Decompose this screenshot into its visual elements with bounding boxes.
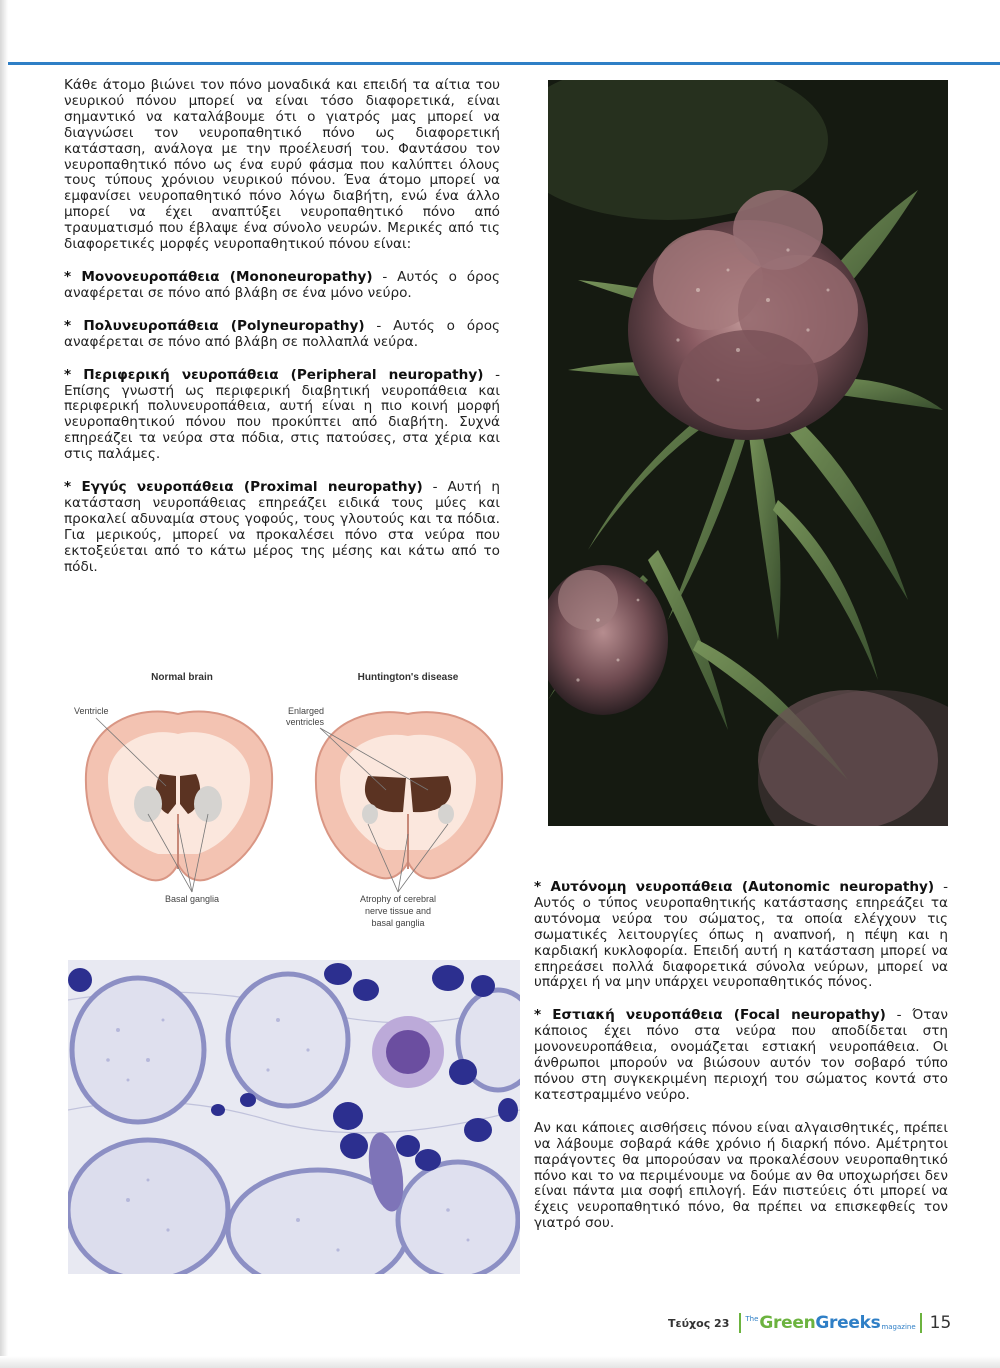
term-description: - Όταν κάποιος έχει πόνο στα νεύρα που αποδίδεται στη μονονευροπάθεια, ονομάζεται εστιακή νευροπάθεια. Οι άνθρωποι μπορούν να βιώσουν αυτόν τον σοβαρό τύπο πόνου στη συγκεκριμένη περιοχή του σώματος κοντά στο κατεστραμμένο νεύρο.	[534, 1007, 948, 1103]
term-description: - Επίσης γνωστή ως περιφερική διαβητική νευροπάθεια και περιφερική πολυνευροπάθεια, αυτή είναι η πιο κοινή μορφή νευροπαθητικού πόνου που προκύπτει από διαβήτη. Συχνά επηρεάζει τα νεύρα στα πόδια, στις πατούσες, στα χέρια και στις παλάμες.	[64, 366, 500, 463]
list-item	[64, 368, 500, 463]
intro-paragraph: Κάθε άτομο βιώνει τον πόνο μοναδικά και επειδή τα αίτια του νευρικού πόνου μπορεί να είναι τόσο διαφορετικά, είναι σημαντικό να καταλάβουμε ότι ο γιατρός μας μπορεί να διαγνώσει τον νευροπαθητικό πόνο ως διαφορετική κατάσταση, ανάλογα με την προέλευσή του. Φαντάσου τον νευροπαθητικό πόνο ως ένα ευρύ φάσμα που καλύπτει όλους τους τύπους χρόνιου νευρικού πόνου. Ένα άτομο μπορεί να εμφανίσει νευροπαθητικό πόνο λόγω διαβήτη, ενώ ένα άλλο μπορεί να έχει αναπτύξει νευροπαθητικό πόνο από τραυματισμό που έβλαψε ένα σύνολο νευρών. Μερικές από τις διαφορετικές μορφές νευροπαθητικού πόνου είναι:	[64, 77, 500, 253]
ventricle-label: Ventricle	[74, 706, 109, 716]
term-focal-neuropathy: * Εστιακή νευροπάθεια (Focal neuropathy)	[534, 1007, 886, 1024]
issue-number: Τεύχος 23	[668, 1316, 730, 1330]
atrophy-label-line2: nerve tissue and	[364, 906, 432, 916]
right-text-column	[534, 880, 948, 1249]
term-mononeuropathy: * Μονονευροπάθεια (Mononeuropathy)	[64, 268, 373, 285]
term-autonomic-neuropathy: * Αυτόνομη νευροπάθεια (Autonomic neuropathy)	[534, 879, 935, 895]
plant-illustration	[548, 80, 948, 826]
page-bottom-shade	[0, 1356, 1000, 1368]
list-item	[534, 1008, 948, 1103]
left-text-column	[64, 78, 500, 592]
brain-diagram	[68, 664, 520, 934]
cannabis-plant-photo	[548, 80, 948, 826]
nerve-tissue-micrograph	[68, 960, 520, 1274]
term-polyneuropathy: * Πολυνευροπάθεια (Polyneuropathy)	[64, 317, 365, 334]
footer-divider	[739, 1313, 741, 1333]
term-description: - Αυτή η κατάσταση νευροπάθειας επηρεάζει ειδικά τους μύες και προκαλεί αδυναμία στους γοφούς, τους γλουτούς και τα πόδια. Για μερικούς, μπορεί να προκαλέσει πόνο στα νεύρα που εκτοξεύεται από το κάτω μέρος της μέσης και κάτω από το πόδι.	[64, 479, 500, 575]
basal-ganglia-label: Basal ganglia	[164, 894, 220, 904]
brand-green: Green	[759, 1313, 816, 1333]
term-peripheral-neuropathy: * Περιφερική νευροπάθεια (Peripheral neuropathy)	[64, 366, 484, 383]
huntingtons-title: Huntington's disease	[357, 672, 459, 683]
brand-the: The	[745, 1315, 759, 1323]
list-item	[64, 270, 500, 302]
huntingtons-brain-drawing	[316, 712, 502, 878]
list-item	[64, 480, 500, 575]
page-edge-shadow	[0, 0, 8, 1368]
term-description: - Αυτός ο όρος αναφέρεται σε πόνο από βλάβη σε πολλαπλά νεύρα.	[64, 317, 500, 350]
term-description: - Αυτός ο όρος αναφέρεται σε πόνο από βλάβη σε ένα μόνο νεύρο.	[64, 268, 500, 301]
closing-paragraph: Αν και κάποιες αισθήσεις πόνου είναι αλγαισθητικές, πρέπει να λάβουμε σοβαρά κάθε χρόνιο ή διαρκή πόνο. Αμέτρητοι παράγοντες θα μπορούσαν να προκαλέσουν νευροπαθητικό πόνο και το να περιμένουμε να δούμε αν θα υποχωρήσει δεν είναι πάντα μια σοφή επιλογή. Εάν πιστεύεις ότι μπορεί να έχεις νευροπαθητικό πόνο, θα πρέπει να επισκεφθείς τον γιατρό σου.	[534, 1119, 948, 1232]
top-rule	[0, 62, 1000, 65]
list-item	[64, 319, 500, 351]
micrograph-illustration	[68, 960, 520, 1274]
footer-divider	[920, 1313, 922, 1333]
page-top-margin	[0, 0, 1000, 62]
term-proximal-neuropathy: * Εγγύς νευροπάθεια (Proximal neuropathy)	[64, 479, 423, 496]
enlarged-label-line2: ventricles	[286, 717, 325, 727]
brand-magazine: magazine	[881, 1323, 916, 1331]
page-number: 15	[929, 1313, 952, 1333]
enlarged-label-line1: Enlarged	[288, 706, 325, 716]
brain-diagram-svg	[68, 664, 520, 934]
list-item	[534, 880, 948, 991]
normal-brain-title: Normal brain	[151, 672, 213, 683]
atrophy-label-line3: basal ganglia	[371, 918, 425, 928]
term-description: - Αυτός ο τύπος νευροπαθητικής κατάστασης επηρεάζει τα αυτόνομα νεύρα του σώματος, τα οποία ελέγχουν τις σωματικές λειτουργίες όπως η αναπνοή, η πέψη και η καρδιακή κυκλοφορία. Επειδή αυτή η κατάσταση μπορεί να επηρεάσει πολλά διαφορετικά σύνολα νεύρων, μπορεί να υπάρχει ή να μην υπάρχει νευροπαθητικός πόνος.	[534, 879, 948, 991]
brand-greeks: Greeks	[815, 1313, 881, 1333]
atrophy-label-line1: Atrophy of cerebral	[359, 894, 437, 904]
normal-brain-drawing	[86, 712, 272, 881]
page-footer	[668, 1311, 951, 1335]
